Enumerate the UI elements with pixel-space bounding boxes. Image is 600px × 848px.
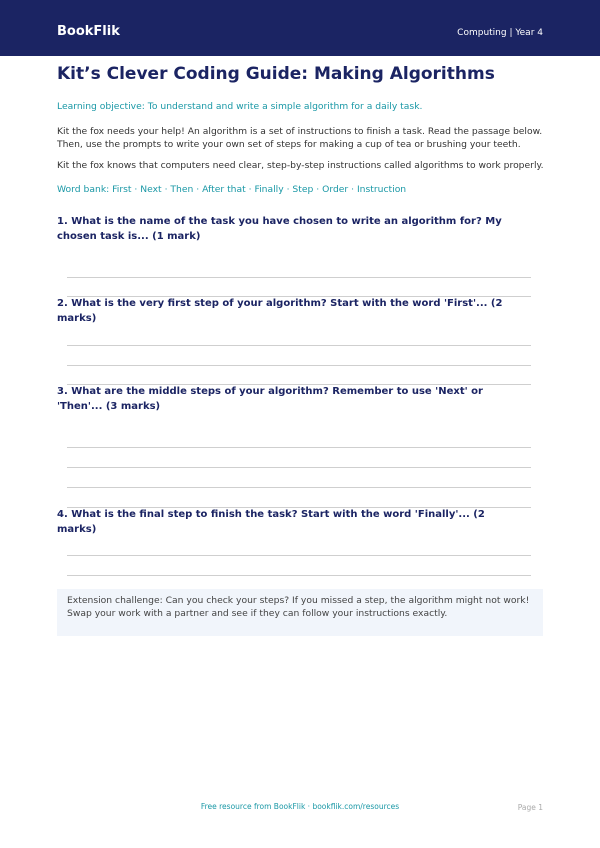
footer-link[interactable]: Free resource from BookFlik · bookflik.com/resources (200, 802, 400, 811)
answer-line[interactable] (67, 365, 531, 366)
answer-line[interactable] (67, 447, 531, 448)
question-4: 4. What is the final step to finish the task? Start with the word 'Finally'... (2 marks) (57, 509, 485, 535)
answer-line[interactable] (67, 277, 531, 278)
brand-logo[interactable]: BookFlik (57, 24, 120, 39)
extension-challenge (57, 589, 543, 636)
answer-line[interactable] (67, 345, 531, 346)
extension-text: Extension challenge: Can you check your steps? If you missed a step, the algorithm might not work! Swap your work with a partner and see if they can follow your instructions exactly. (67, 595, 530, 619)
question-2: 2. What is the very first step of your algorithm? Start with the word 'First'... (2 marks) (57, 298, 503, 324)
question-1: 1. What is the name of the task you have chosen to write an algorithm for? My chosen task is... (1 mark) (57, 216, 502, 242)
page-title: Kit’s Clever Coding Guide: Making Algorithms (57, 64, 495, 84)
page-header (0, 0, 600, 56)
subject-label: Computing | Year 4 (457, 28, 543, 38)
word-bank: Word bank: First · Next · Then · After that · Finally · Step · Order · Instruction (57, 184, 407, 195)
intro-text-secondary: Kit the fox knows that computers need clear, step-by-step instructions called algorithms to work properly. (57, 160, 544, 171)
answer-line[interactable] (67, 575, 531, 576)
page-number: Page 1 (517, 803, 543, 812)
answer-line[interactable] (67, 467, 531, 468)
answer-line[interactable] (67, 555, 531, 556)
answer-line[interactable] (67, 487, 531, 488)
learning-objective: Learning objective: To understand and write a simple algorithm for a daily task. (57, 101, 423, 112)
intro-text: Kit the fox needs your help! An algorithm is a set of instructions to finish a task. Read the passage below. Then, use the prompts to write your own set of steps for making a cup of tea or brushing your teeth. (57, 126, 543, 150)
question-3: 3. What are the middle steps of your algorithm? Remember to use 'Next' or 'Then'... (3 marks) (57, 386, 483, 412)
